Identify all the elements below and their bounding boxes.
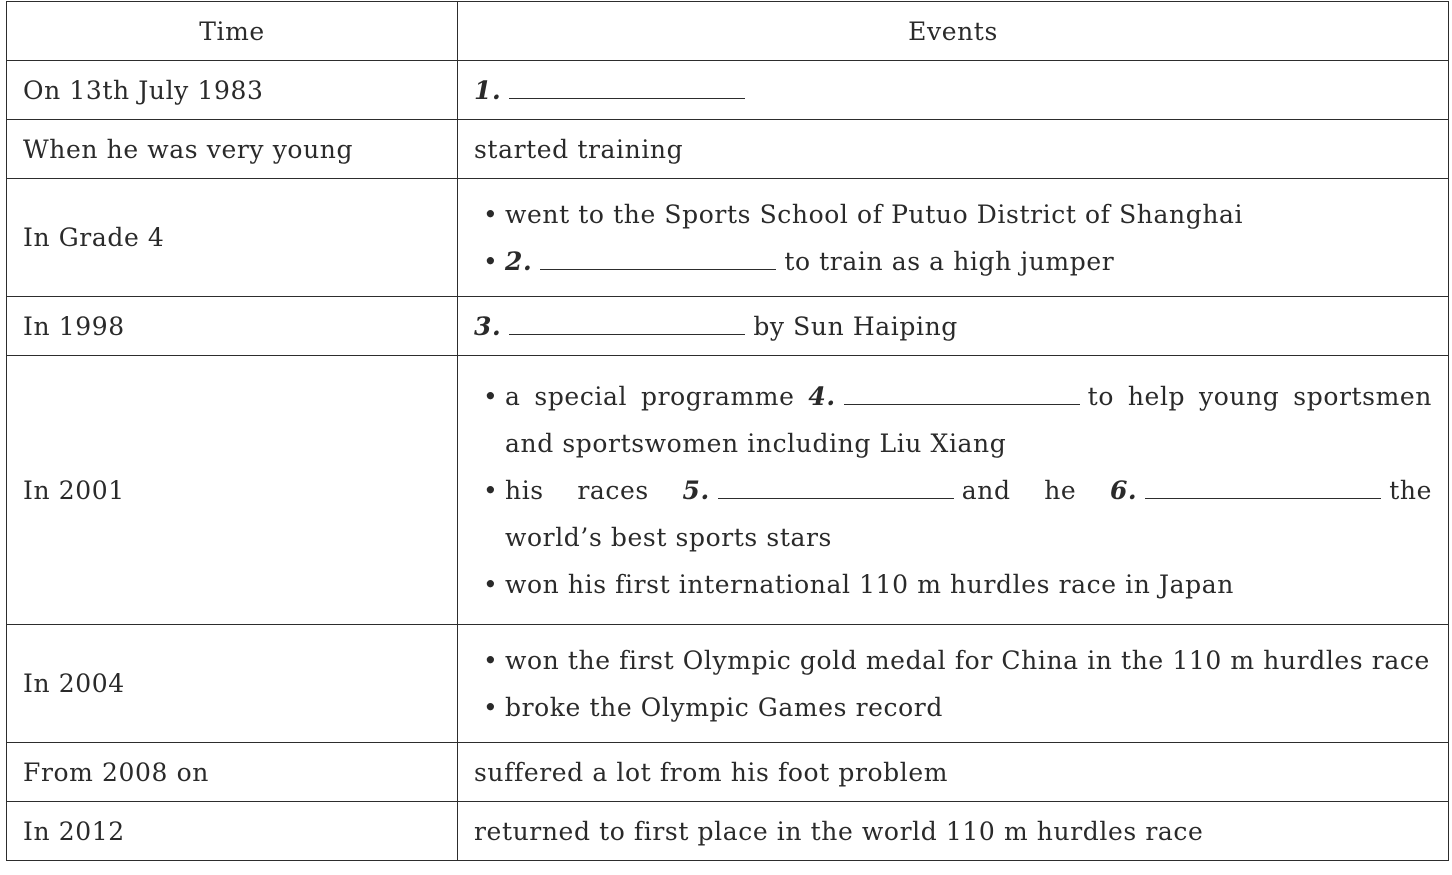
answer-blank-3[interactable]: [509, 304, 745, 335]
event-cell: [458, 297, 1449, 356]
event-cell: returned to first place in the world 110 m hurdles race: [458, 802, 1449, 861]
event-text: a special programme: [505, 381, 795, 411]
event-cell: started training: [458, 120, 1449, 179]
time-cell: In Grade 4: [7, 179, 458, 297]
time-column-header: Time: [7, 2, 458, 61]
event-cell: [458, 179, 1449, 297]
table-row: [7, 802, 1449, 861]
table-row: [7, 120, 1449, 179]
table-row: [7, 743, 1449, 802]
event-bullet: [474, 373, 1432, 467]
header-row: [7, 2, 1449, 61]
event-cell: [458, 356, 1449, 625]
event-text: to help young sportsmen and sportswomen including Liu Xiang: [505, 381, 1433, 458]
event-bullet-list: [474, 373, 1432, 608]
table-row: [7, 179, 1449, 297]
event-text: his races: [505, 475, 649, 505]
blank-number: 5.: [682, 475, 710, 505]
time-cell: In 2012: [7, 802, 458, 861]
event-bullet: [474, 467, 1432, 561]
time-cell: In 1998: [7, 297, 458, 356]
event-bullet-list: [474, 637, 1432, 731]
event-text: by Sun Haiping: [753, 311, 958, 341]
event-text: the world’s best sports stars: [505, 475, 1432, 552]
time-cell: In 2004: [7, 625, 458, 743]
blank-number: 6.: [1109, 475, 1138, 505]
blank-number: 2.: [505, 246, 533, 276]
event-text: won his first international 110 m hurdles race in Japan: [505, 569, 1234, 599]
event-bullet: [474, 561, 1432, 608]
events-column-header: Events: [458, 2, 1449, 61]
table-row: [7, 297, 1449, 356]
event-cell: [458, 61, 1449, 120]
answer-blank-2[interactable]: [540, 239, 776, 270]
event-text: won the first Olympic gold medal for China in the 110 m hurdles race: [505, 645, 1430, 675]
time-cell: From 2008 on: [7, 743, 458, 802]
event-cell: [458, 625, 1449, 743]
event-cell: suffered a lot from his foot problem: [458, 743, 1449, 802]
event-bullet: [474, 684, 1432, 731]
blank-number: 4.: [808, 381, 836, 411]
answer-blank-5[interactable]: [718, 468, 954, 499]
event-text: broke the Olympic Games record: [505, 692, 943, 722]
table-row: [7, 61, 1449, 120]
event-text: to train as a high jumper: [784, 246, 1115, 276]
timeline-table: [6, 1, 1449, 861]
event-bullet: [474, 637, 1432, 684]
event-bullet: [474, 191, 1432, 238]
table-row: [7, 625, 1449, 743]
table-row: [7, 356, 1449, 625]
answer-blank-1[interactable]: [509, 68, 745, 99]
blank-number: 3.: [474, 311, 502, 341]
time-cell: When he was very young: [7, 120, 458, 179]
event-text: went to the Sports School of Putuo District of Shanghai: [505, 199, 1244, 229]
answer-blank-6[interactable]: [1145, 468, 1381, 499]
event-text: and he: [961, 475, 1077, 505]
blank-number: 1.: [474, 75, 502, 105]
event-bullet: [474, 238, 1432, 285]
event-bullet-list: [474, 191, 1432, 285]
time-cell: In 2001: [7, 356, 458, 625]
answer-blank-4[interactable]: [844, 374, 1080, 405]
time-cell: On 13th July 1983: [7, 61, 458, 120]
